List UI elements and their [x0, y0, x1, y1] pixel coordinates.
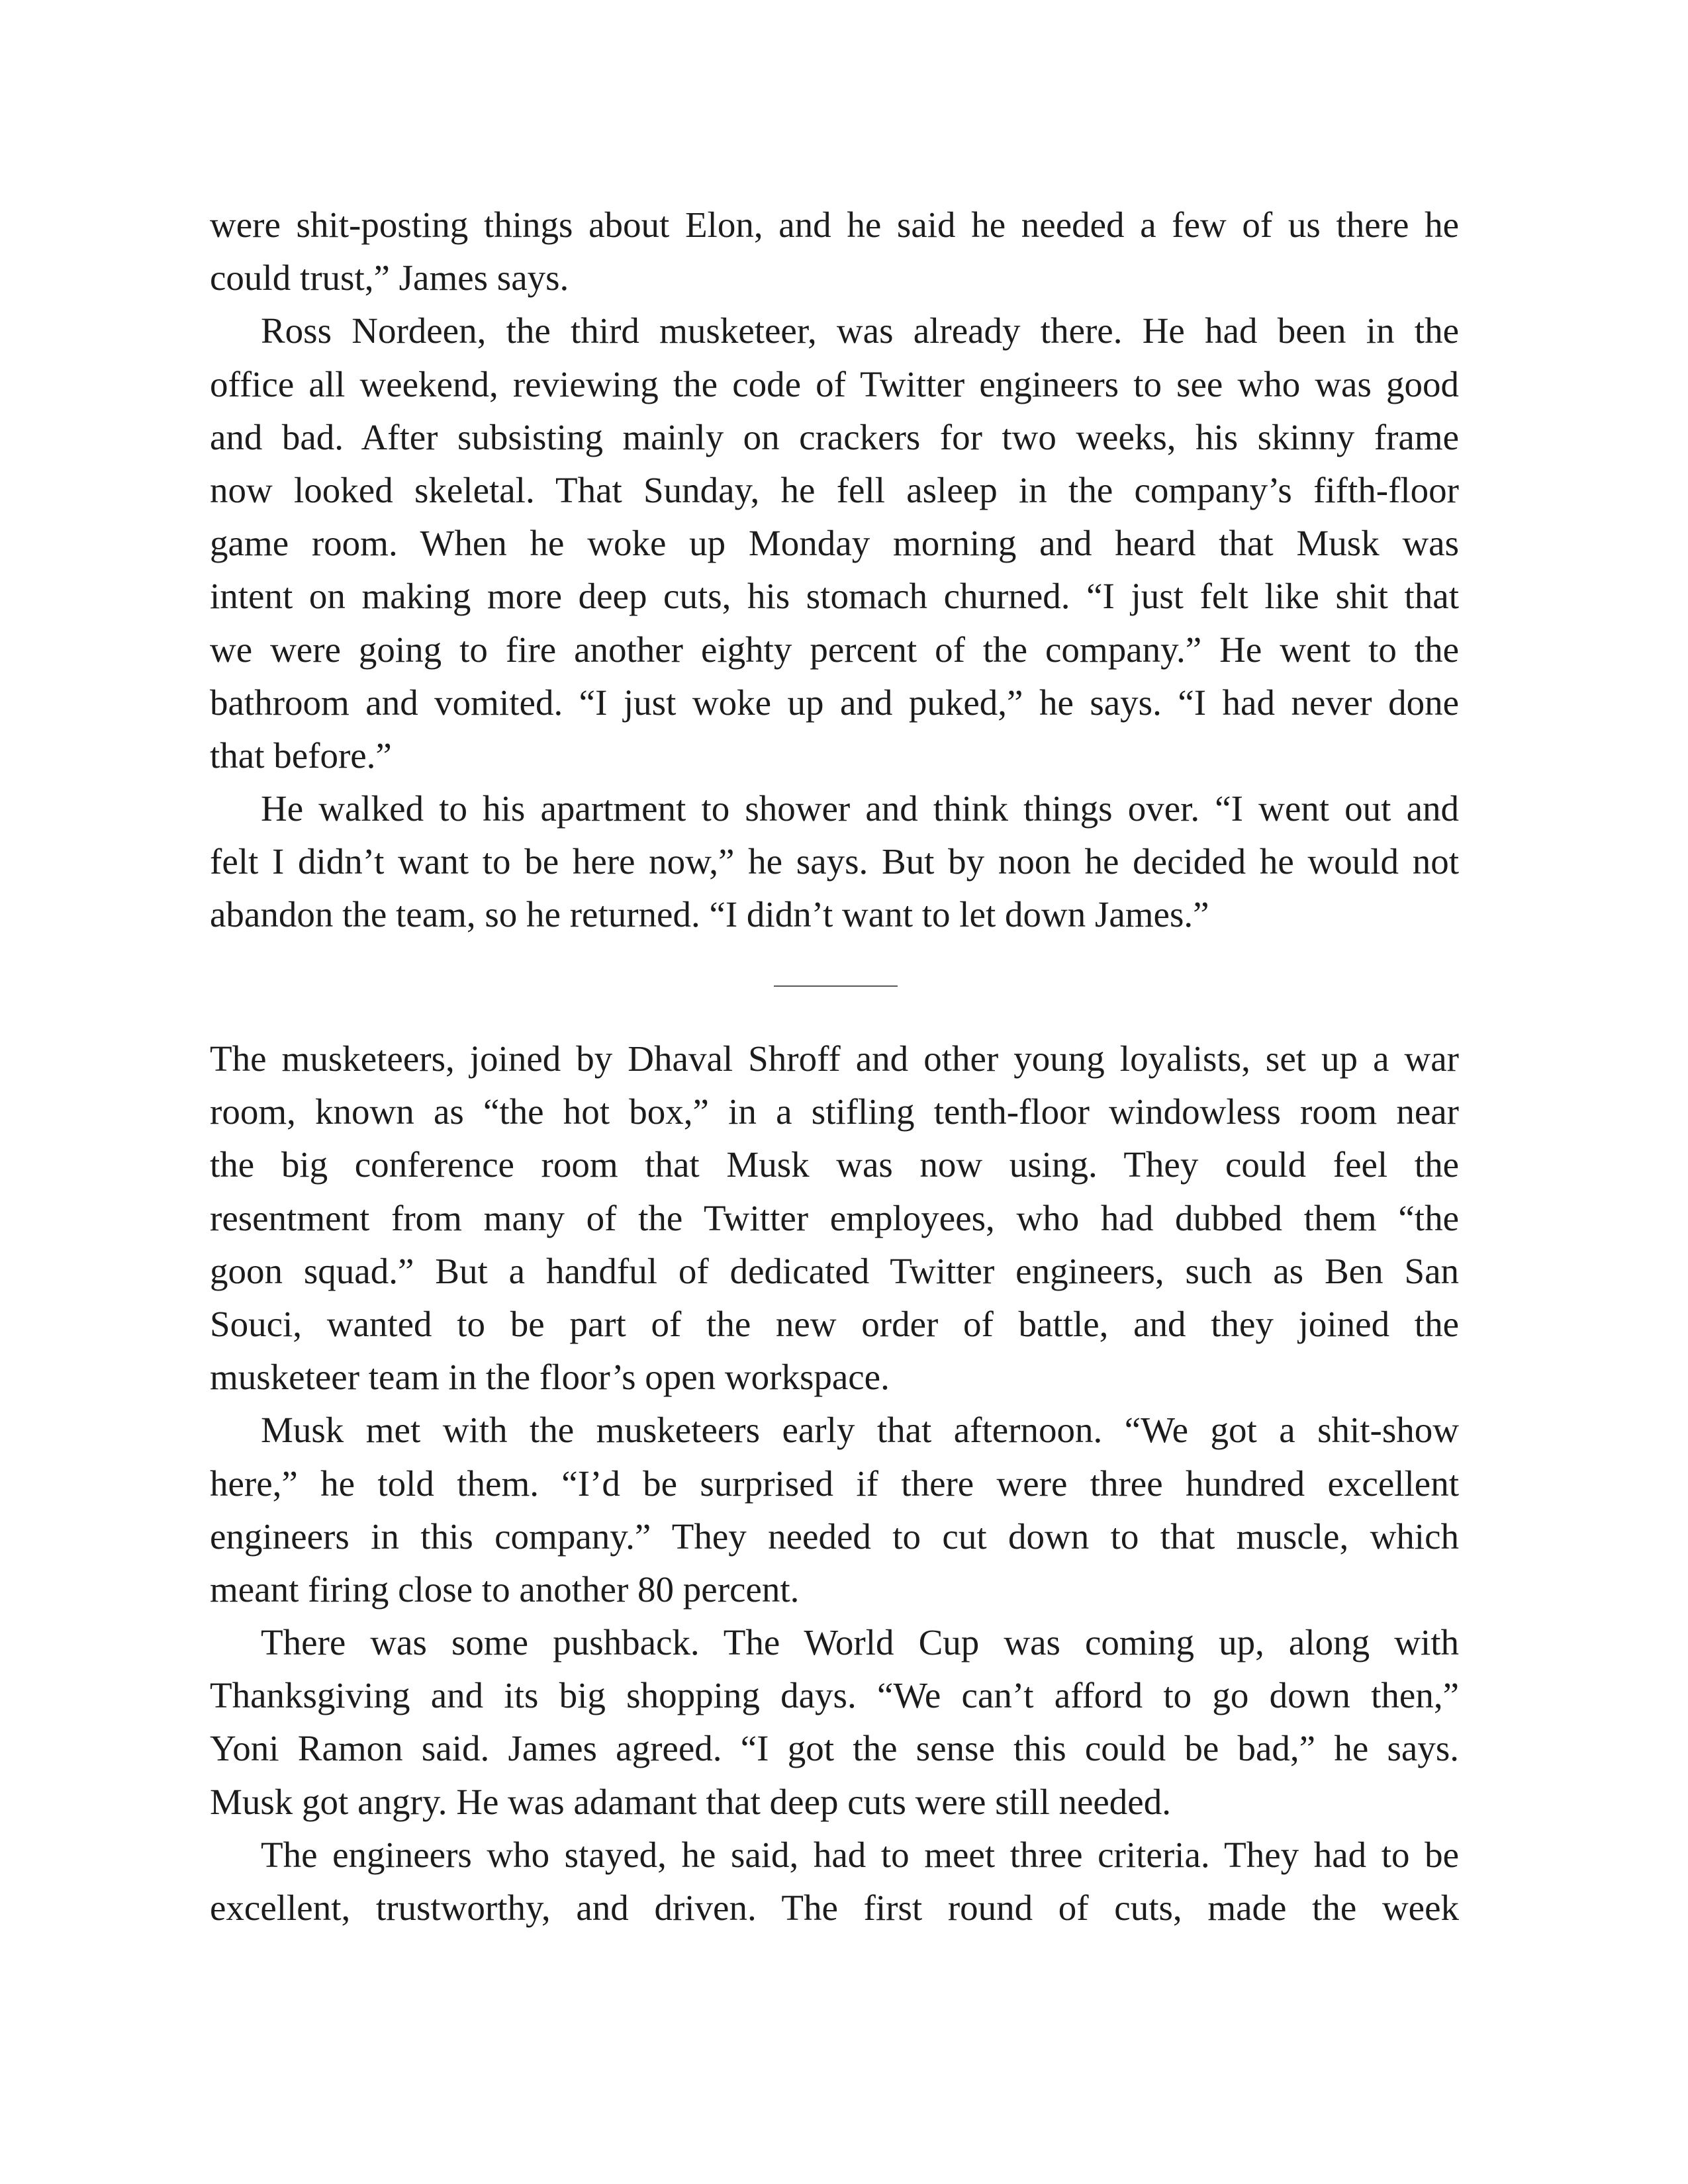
text-line: were shit-posting things about Elon, and he said he needed a few of us there he — [210, 205, 1459, 245]
paragraph — [210, 782, 1459, 942]
text-line: Ross Nordeen, the third musketeer, was already there. He had been in the — [261, 310, 1459, 351]
text-line: Souci, wanted to be part of the new order of battle, and they joined the — [210, 1303, 1459, 1344]
text-line: Thanksgiving and its big shopping days. “We can’t afford to go down then,” — [210, 1675, 1459, 1716]
text-line: felt I didn’t want to be here now,” he says. But by noon he decided he would not — [210, 841, 1459, 882]
text-line: could trust,” James says. — [210, 257, 569, 298]
text-line: goon squad.” But a handful of dedicated Twitter engineers, such as Ben San — [210, 1250, 1459, 1291]
text-line: that before.” — [210, 735, 392, 776]
text-line: and bad. After subsisting mainly on crackers for two weeks, his skinny frame — [210, 416, 1459, 457]
text-line: now looked skeletal. That Sunday, he fell asleep in the company’s fifth-floor — [210, 469, 1459, 510]
text-line: The musketeers, joined by Dhaval Shroff and other young loyalists, set up a war — [210, 1038, 1459, 1079]
text-line: resentment from many of the Twitter employees, who had dubbed them “the — [210, 1197, 1459, 1238]
text-line: He walked to his apartment to shower and think things over. “I went out and — [261, 788, 1459, 829]
paragraph — [210, 1404, 1459, 1616]
text-line: The engineers who stayed, he said, had to meet three criteria. They had to be — [261, 1834, 1459, 1875]
text-line: Musk met with the musketeers early that afternoon. “We got a shit-show — [261, 1410, 1459, 1451]
text-line: office all weekend, reviewing the code of Twitter engineers to see who was good — [210, 363, 1459, 404]
paragraph-section-opening — [210, 1032, 1459, 1404]
paragraph-continuation — [210, 199, 1459, 304]
text-line: game room. When he woke up Monday morning and heard that Musk was — [210, 523, 1459, 564]
text-line: engineers in this company.” They needed to cut down to that muscle, which — [210, 1516, 1459, 1557]
paragraph — [210, 1829, 1459, 1934]
text-line: we were going to fire another eighty percent of the company.” He went to the — [210, 629, 1459, 670]
text-line: musketeer team in the floor’s open workspace. — [210, 1357, 890, 1398]
text-line: here,” he told them. “I’d be surprised if there were three hundred excellent — [210, 1463, 1459, 1504]
paragraph — [210, 1616, 1459, 1829]
text-section — [210, 199, 1459, 942]
text-line: meant firing close to another 80 percent. — [210, 1569, 800, 1610]
text-line: Musk got angry. He was adamant that deep cuts were still needed. — [210, 1781, 1171, 1822]
text-line: There was some pushback. The World Cup was coming up, along with — [261, 1622, 1459, 1663]
paragraph — [210, 304, 1459, 782]
text-line: Yoni Ramon said. James agreed. “I got the sense this could be bad,” he says. — [210, 1728, 1459, 1769]
text-line: the big conference room that Musk was now using. They could feel the — [210, 1144, 1459, 1185]
text-line: bathroom and vomited. “I just woke up and puked,” he says. “I had never done — [210, 682, 1459, 723]
section-break-rule — [774, 985, 898, 987]
text-line: room, known as “the hot box,” in a stifling tenth-floor windowless room near — [210, 1091, 1459, 1132]
text-section — [210, 1032, 1459, 1934]
text-line: intent on making more deep cuts, his stomach churned. “I just felt like shit that — [210, 576, 1459, 617]
text-line: abandon the team, so he returned. “I didn’t want to let down James.” — [210, 894, 1209, 935]
text-line: excellent, trustworthy, and driven. The first round of cuts, made the week — [210, 1888, 1459, 1928]
